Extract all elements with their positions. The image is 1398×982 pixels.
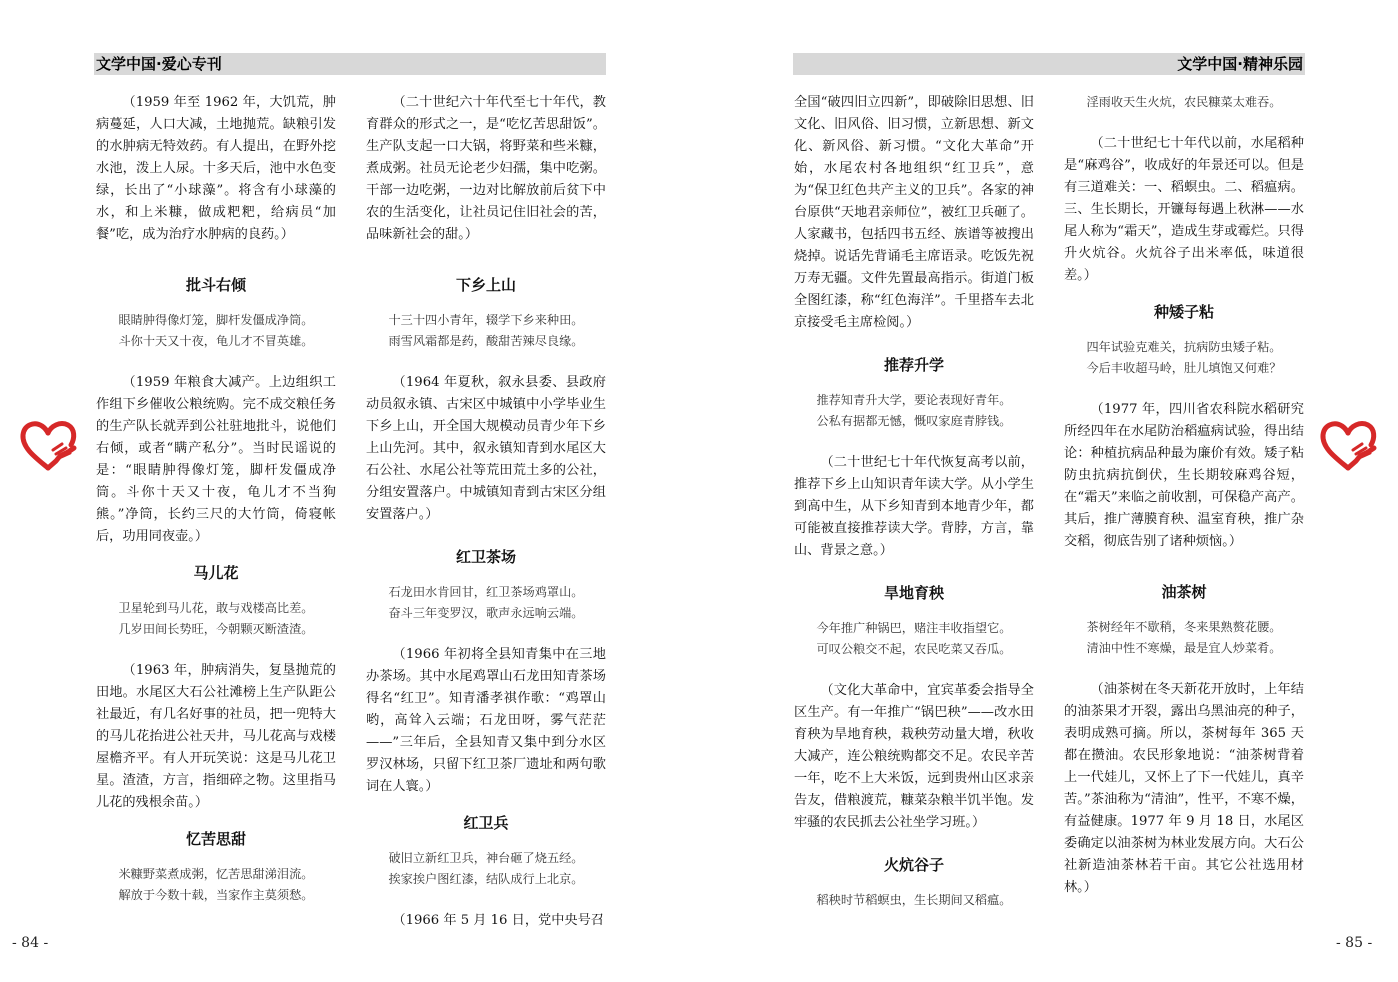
poem-title: 红卫兵 bbox=[463, 814, 509, 832]
poem-title: 旱地育秧 bbox=[883, 584, 944, 602]
poem-lines bbox=[96, 864, 336, 906]
running-header-left-text: 文学中国·爱心专刊 bbox=[96, 55, 222, 73]
poem-line: 破旧立新红卫兵，神台砸了烧五经。 bbox=[388, 851, 584, 865]
poem-line: 雨雪风霜都是药，酸甜苦辣尽良缘。 bbox=[388, 334, 584, 348]
page84-column-right bbox=[366, 92, 606, 932]
note-paragraph: （1963 年，肿病消失，复垦抛荒的田地。水尾区大石公社滩榜上生产队距公社最近，有几名好事的社员，把一兜特大的马儿花抬进公社天井，马儿花高与戏楼屋檐齐平。有人开玩笑说：这是马儿花卫星。渣渣，方言，指细碎之物。这里指马儿花的残根余苗。） bbox=[96, 663, 336, 810]
poem-lines bbox=[794, 390, 1034, 432]
poem-line: 四年试验克难关，抗病防虫矮子粘。 bbox=[1086, 340, 1282, 354]
poem-line: 今后丰收超马岭，肚儿填饱又何难？ bbox=[1086, 361, 1282, 375]
running-header-right bbox=[793, 53, 1305, 75]
poem-title: 红卫茶场 bbox=[455, 548, 516, 566]
note-paragraph: （1959 年至 1962 年，大饥荒，肿病蔓延，人口大减，土地抛荒。缺粮引发的水肿病无特效药。有人提出，在野外挖水池，泼上人尿。十多天后，池中水色变绿，长出了“小球藻”。将含有小球藻的水，和上米糠，做成粑粑，给病员“加餐”吃，成为治疗水肿病的良药。） bbox=[96, 95, 336, 242]
poem-line: 稻秧时节稻螟虫，生长期间又稻瘟。 bbox=[816, 893, 1012, 907]
poem-line: 斗你十天又十夜，龟儿才不冒英雄。 bbox=[118, 334, 314, 348]
note-paragraph: （二十世纪七十年代以前，水尾稻种是“麻鸡谷”，收成好的年景还可以。但是有三道难关：一、稻螟虫。二、稻瘟病。三、生长期长，开镰每每遇上秋淋——水尾人称为“霜天”，造成生芽或霉烂。只得升火炕谷。火炕谷子出米率低，味道很差。） bbox=[1064, 136, 1304, 283]
poem-line: 茶树经年不歇稍，冬来果熟赘花腰。 bbox=[1086, 620, 1282, 634]
note-paragraph: （油茶树在冬天新花开放时，上年结的油茶果才开裂，露出乌黑油亮的种子，表明成熟可摘。所以，茶树每年 365 天都在攒油。农民形象地说：“油茶树背着上一代娃儿，又怀上了下一代娃儿，真辛苦。”茶油称为“清油”，性平，不寒不燥，有益健康。1977 年 9 月 18 日，水尾区委确定以油茶树为林业发展方向。大石公社新造油茶林若干亩。其它公社选用材林。） bbox=[1064, 682, 1304, 895]
poem-lines bbox=[366, 848, 606, 890]
note-paragraph: 全国“破四旧立四新”，即破除旧思想、旧文化、旧风俗、旧习惯，立新思想、新文化、新风俗、新习惯。“文化大革命”开始，水尾农村各地组织“红卫兵”，意为“保卫红色共产主义的卫兵”。各家的神台原供“天地君亲师位”，被红卫兵砸了。人家藏书，包括四书五经、族谱等被搜出烧掉。说话先背诵毛主席语录。吃饭先祝万寿无疆。文件先置最高指示。街道门板全图红漆，称“红色海洋”。千里搭车去北京接受毛主席检阅。） bbox=[794, 95, 1034, 330]
note-paragraph: （1977 年，四川省农科院水稻研究所经四年在水尾防治稻瘟病试验，得出结论：种植抗病品种最为廉价有效。矮子粘防虫抗病抗倒伏，生长期较麻鸡谷短，在“霜天”来临之前收割，可保稳产高产。其后，推广薄膜育秧、温室育秧，推广杂交稻，彻底告别了诸种烦恼。） bbox=[1064, 402, 1304, 549]
poem-title: 批斗右倾 bbox=[185, 276, 246, 294]
heart-hand-icon-left bbox=[18, 418, 78, 474]
poem-line: 今年推广种锅巴，赌注丰收指望它。 bbox=[816, 621, 1012, 635]
note-paragraph: （二十世纪六十年代至七十年代，教育群众的形式之一，是“吃忆苦思甜饭”。生产队支起一口大锅，将野菜和些米糠，煮成粥。社员无论老少妇孺，集中吃粥。干部一边吃粥，一边对比解放前后贫下中农的生活变化，让社员记住旧社会的苦，品味新社会的甜。） bbox=[366, 95, 606, 242]
running-header-left bbox=[94, 53, 606, 75]
poem-line: 几岁田间长势旺，今朝颗灭断渣渣。 bbox=[118, 622, 314, 636]
poem-line: 可叹公粮交不起，农民吃菜又吞瓜。 bbox=[816, 642, 1012, 656]
page-number-right: - 85 - bbox=[1336, 935, 1373, 951]
heart-hand-icon-right bbox=[1318, 418, 1378, 474]
page85-column-left bbox=[794, 92, 1034, 911]
poem-title: 下乡上山 bbox=[455, 276, 516, 294]
poem-line: 挨家挨户图红漆，结队成行上北京。 bbox=[388, 872, 584, 886]
poem-line: 淫雨收天生火炕，农民糠菜太难吞。 bbox=[1086, 95, 1282, 109]
running-header-right-text: 文学中国·精神乐园 bbox=[1177, 55, 1303, 73]
note-paragraph: （二十世纪七十年代恢复高考以前，推荐下乡上山知识青年读大学。从小学生到高中生，从下乡知青到本地青少年，都可能被直接推荐读大学。背脖，方言，靠山、背景之意。） bbox=[794, 455, 1034, 558]
poem-lines bbox=[366, 310, 606, 352]
poem-title: 火炕谷子 bbox=[883, 856, 944, 874]
poem-title: 马儿花 bbox=[193, 564, 239, 582]
poem-line: 清油中性不寒燥，最是宜人炒菜肴。 bbox=[1086, 641, 1282, 655]
page84-column-left bbox=[96, 92, 336, 906]
note-paragraph: （1959 年粮食大减产。上边组织工作组下乡催收公粮统购。完不成交粮任务的生产队长就弄到公社驻地批斗，说他们右倾，或者“瞒产私分”。当时民谣说的是：“眼睛肿得像灯笼，脚杆发僵成净筒。斗你十天又十夜，龟儿才不当狗熊。”净筒，长约三尺的大竹筒，倚寝帐后，功用同夜壶。） bbox=[96, 375, 336, 544]
poem-line: 米糠野菜煮成粥，忆苦思甜涕泪流。 bbox=[118, 867, 314, 881]
poem-line: 十三十四小青年，辍学下乡来种田。 bbox=[388, 313, 584, 327]
page-number-left: - 84 - bbox=[12, 935, 49, 951]
poem-lines bbox=[1064, 92, 1304, 113]
poem-title: 油茶树 bbox=[1161, 583, 1207, 601]
poem-lines bbox=[794, 618, 1034, 660]
poem-lines bbox=[96, 310, 336, 352]
poem-lines bbox=[366, 582, 606, 624]
poem-lines bbox=[1064, 337, 1304, 379]
poem-line: 奋斗三年变罗汉，歌声永远响云端。 bbox=[388, 606, 584, 620]
note-paragraph: （1966 年初将全县知青集中在三地办茶场。其中水尾鸡罩山石龙田知青茶场得名“红卫”。知青潘孝祺作歌：“鸡罩山哟，高耸入云端；石龙田呀，雾气茫茫——”三年后，全县知青又集中到分水区罗汉林场，只留下红卫茶厂遗址和两句歌词在人寰。） bbox=[366, 647, 606, 794]
poem-title: 忆苦思甜 bbox=[185, 830, 246, 848]
poem-title: 推荐升学 bbox=[883, 356, 944, 374]
poem-line: 眼睛肿得像灯笼，脚杆发僵成净筒。 bbox=[118, 313, 314, 327]
note-paragraph: （1966 年 5 月 16 日，党中央号召 bbox=[392, 913, 604, 928]
poem-line: 推荐知青升大学，要论表现好青年。 bbox=[816, 393, 1012, 407]
poem-line: 卫星轮到马儿花，敢与戏楼高比差。 bbox=[118, 601, 314, 615]
poem-title: 种矮子粘 bbox=[1153, 303, 1214, 321]
poem-lines bbox=[1064, 617, 1304, 659]
note-paragraph: （1964 年夏秋，叙永县委、县政府动员叙永镇、古宋区中城镇中小学毕业生下乡上山，开全国大规模动员青少年下乡上山先河。其中，叙永镇知青到水尾区大石公社、水尾公社等荒田荒土多的公社，分组安置落户。中城镇知青到古宋区分组安置落户。） bbox=[366, 375, 606, 522]
poem-lines bbox=[794, 890, 1034, 911]
poem-line: 石龙田水肯回甘，红卫茶场鸡罩山。 bbox=[388, 585, 584, 599]
note-paragraph: （文化大革命中，宜宾革委会指导全区生产。有一年推广“锅巴秧”——改水田育秧为旱地育秧，栽秧劳动量大增，秋收大减产，连公粮统购都交不足。农民辛苦一年，吃不上大米饭，远到贵州山区求亲告友，借粮渡荒，糠菜杂粮半饥半饱。发牢骚的农民抓去公社坐学习班。） bbox=[794, 683, 1034, 830]
page85-column-right bbox=[1064, 92, 1304, 899]
poem-line: 公私有据都无憾，慨叹家庭青脖钱。 bbox=[816, 414, 1012, 428]
poem-lines bbox=[96, 598, 336, 640]
poem-line: 解放于今数十载，当家作主莫须愁。 bbox=[118, 888, 314, 902]
